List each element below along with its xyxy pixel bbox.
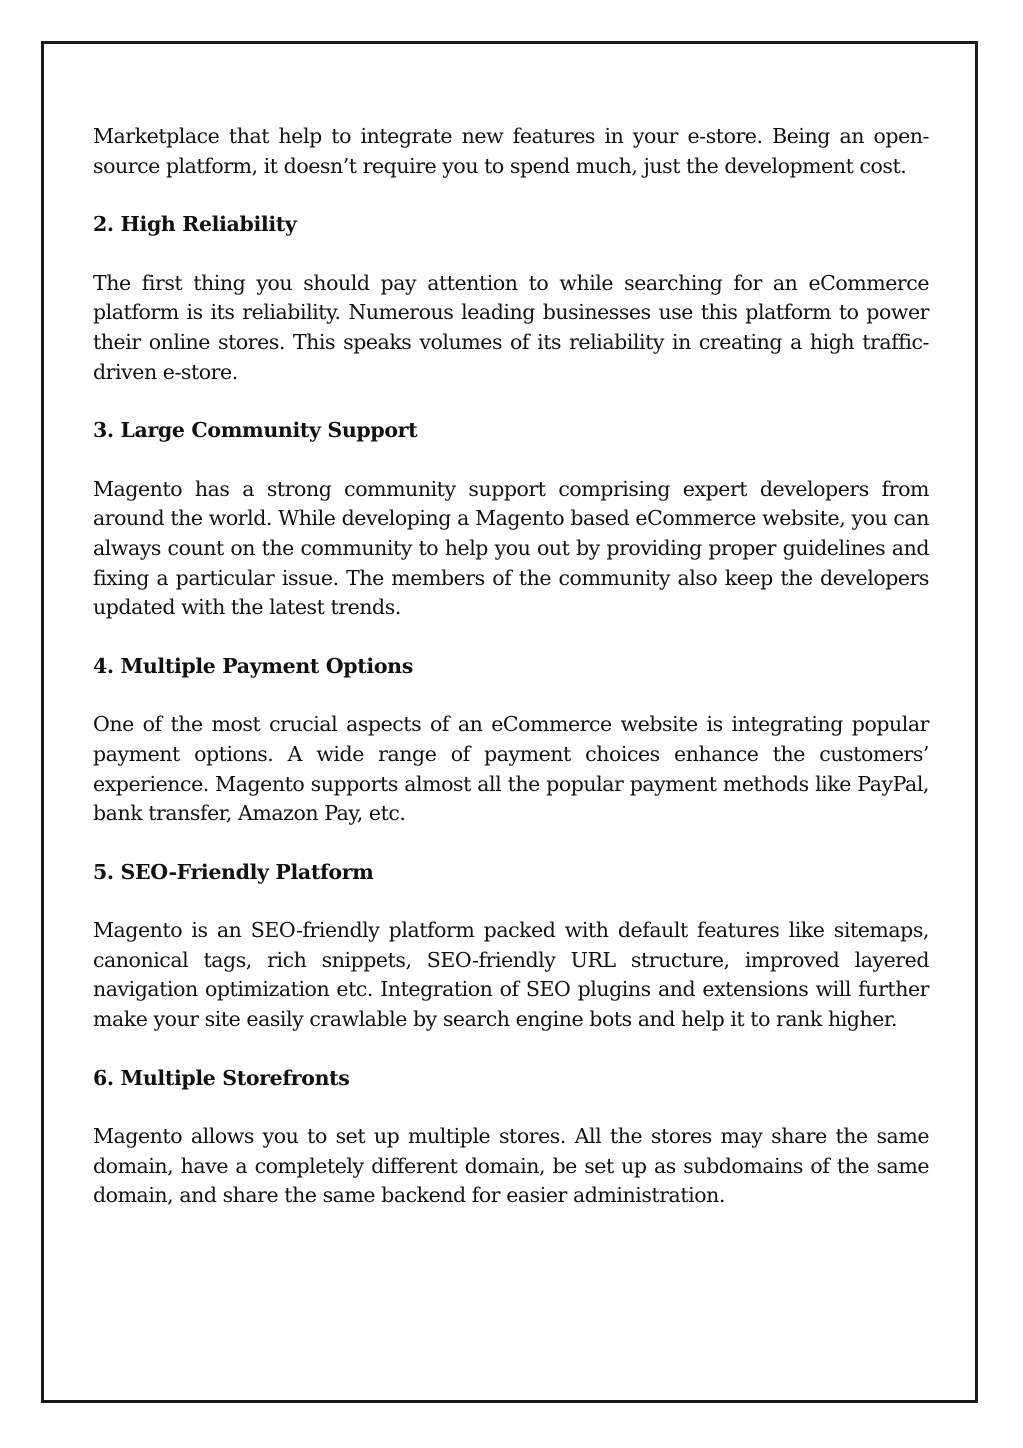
document-body	[93, 122, 929, 1211]
section-heading-seo-friendly: 5. SEO-Friendly Platform	[93, 859, 374, 884]
section-body-multiple-storefronts: Magento allows you to set up multiple stores. All the stores may share the same domain, have a completely different domain, be set up as subdomains of the same domain, and share the same backend for easier administration.	[93, 1124, 929, 1208]
intro-paragraph: Marketplace that help to integrate new features in your e-store. Being an open-source platform, it doesn’t require you to spend much, just the development cost.	[93, 124, 929, 178]
section-heading-multiple-storefronts: 6. Multiple Storefronts	[93, 1065, 350, 1090]
section-body-high-reliability: The first thing you should pay attention to while searching for an eCommerce platform is its reliability. Numerous leading businesses use this platform to power their online stores. This speaks volumes of its reliability in creating a high traffic-driven e-store.	[93, 270, 929, 384]
section-body-seo-friendly: Magento is an SEO-friendly platform packed with default features like sitemaps, canonical tags, rich snippets, SEO-friendly URL structure, improved layered navigation optimization etc. Integration of SEO plugins and extensions will further make your site easily crawlable by search engine bots and help it to rank higher.	[93, 918, 929, 1032]
section-body-payment-options: One of the most crucial aspects of an eCommerce website is integrating popular payment options. A wide range of payment choices enhance the customers’ experience. Magento supports almost all the popular payment methods like PayPal, bank transfer, Amazon Pay, etc.	[93, 712, 929, 826]
section-heading-community-support: 3. Large Community Support	[93, 418, 418, 443]
section-body-community-support: Magento has a strong community support comprising expert developers from around the world. While developing a Magento based eCommerce website, you can always count on the community to help you out by providing proper guidelines and fixing a particular issue. The members of the community also keep the developers updated with the latest trends.	[93, 476, 929, 620]
section-heading-payment-options: 4. Multiple Payment Options	[93, 653, 413, 678]
section-heading-high-reliability: 2. High Reliability	[93, 212, 297, 237]
